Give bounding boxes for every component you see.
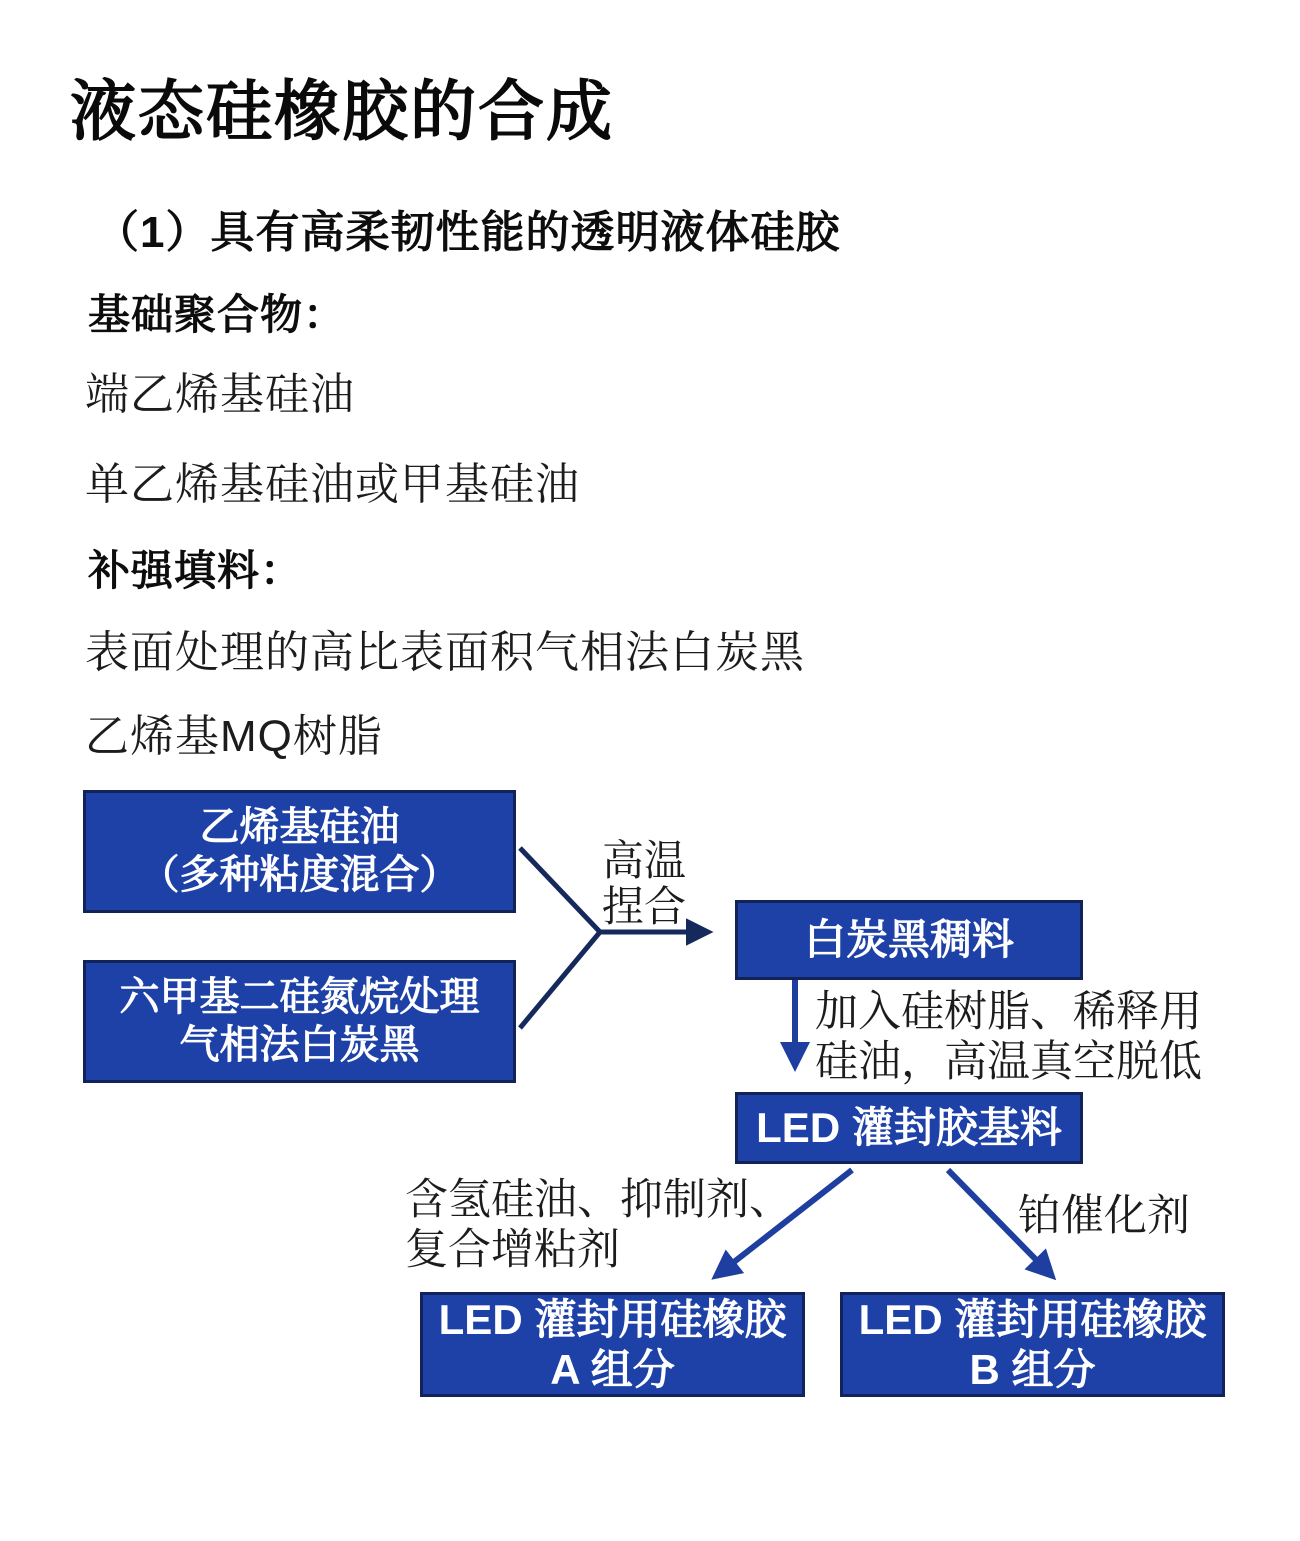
item-vinyl-mq-resin: 乙烯基MQ树脂 (85, 712, 383, 761)
label-add-resin-line1: 加入硅树脂、稀释用 (815, 988, 1202, 1036)
box-component-a-line2: A 组分 (550, 1345, 675, 1393)
box-led-potting-base (735, 1092, 1083, 1164)
label-hydrogen-oil-inhibitor (405, 1176, 792, 1276)
label-hydrogen-oil-line2: 复合增粘剂 (405, 1225, 620, 1274)
box-hmds-treated-silica-line2: 气相法白炭黑 (179, 1022, 420, 1067)
box-vinyl-silicone-oil-line1: 乙烯基硅油 (199, 805, 400, 850)
page-title: 液态硅橡胶的合成 (70, 74, 614, 148)
item-fumed-silica: 表面处理的高比表面积气相法白炭黑 (85, 628, 805, 677)
box-component-b-line2: B 组分 (969, 1345, 1096, 1393)
label-add-resin-line2: 硅油，高温真空脱低 (815, 1037, 1202, 1086)
label-hydrogen-oil-line1: 含氢硅油、抑制剂、 (405, 1176, 792, 1224)
section-heading-base-polymer: 基础聚合物： (88, 291, 347, 338)
box-component-b (840, 1292, 1225, 1397)
item-mono-vinyl-oil: 单乙烯基硅油或甲基硅油 (85, 460, 580, 509)
box-component-b-line1: LED 灌封用硅橡胶 (858, 1295, 1207, 1343)
section-heading-reinforcing-filler: 补强填料： (88, 547, 304, 594)
label-platinum-catalyst: 铂催化剂 (1018, 1192, 1190, 1240)
item-vinyl-terminated-oil: 端乙烯基硅油 (85, 370, 355, 419)
subtitle: （1）具有高柔韧性能的透明液体硅胶 (95, 208, 841, 257)
label-high-temp-kneading (602, 838, 686, 930)
box-hmds-treated-silica-line1: 六甲基二硅氮烷处理 (119, 975, 480, 1020)
label-high-temp-kneading-line2: 捏合 (602, 883, 687, 931)
box-silica-paste-label: 白炭黑稠料 (803, 916, 1014, 964)
box-silica-paste (735, 900, 1083, 980)
box-component-a-line1: LED 灌封用硅橡胶 (438, 1295, 787, 1343)
label-high-temp-kneading-line1: 高温 (602, 837, 687, 884)
converge-line-bottom (520, 932, 600, 1028)
label-add-resin-diluent (815, 988, 1202, 1088)
box-component-a (420, 1292, 805, 1397)
box-vinyl-silicone-oil (83, 790, 516, 913)
box-led-potting-base-label: LED 灌封胶基料 (756, 1104, 1062, 1152)
converge-line-top (520, 848, 600, 932)
box-hmds-treated-silica (83, 960, 516, 1083)
box-vinyl-silicone-oil-line2: （多种粘度混合） (139, 852, 460, 897)
